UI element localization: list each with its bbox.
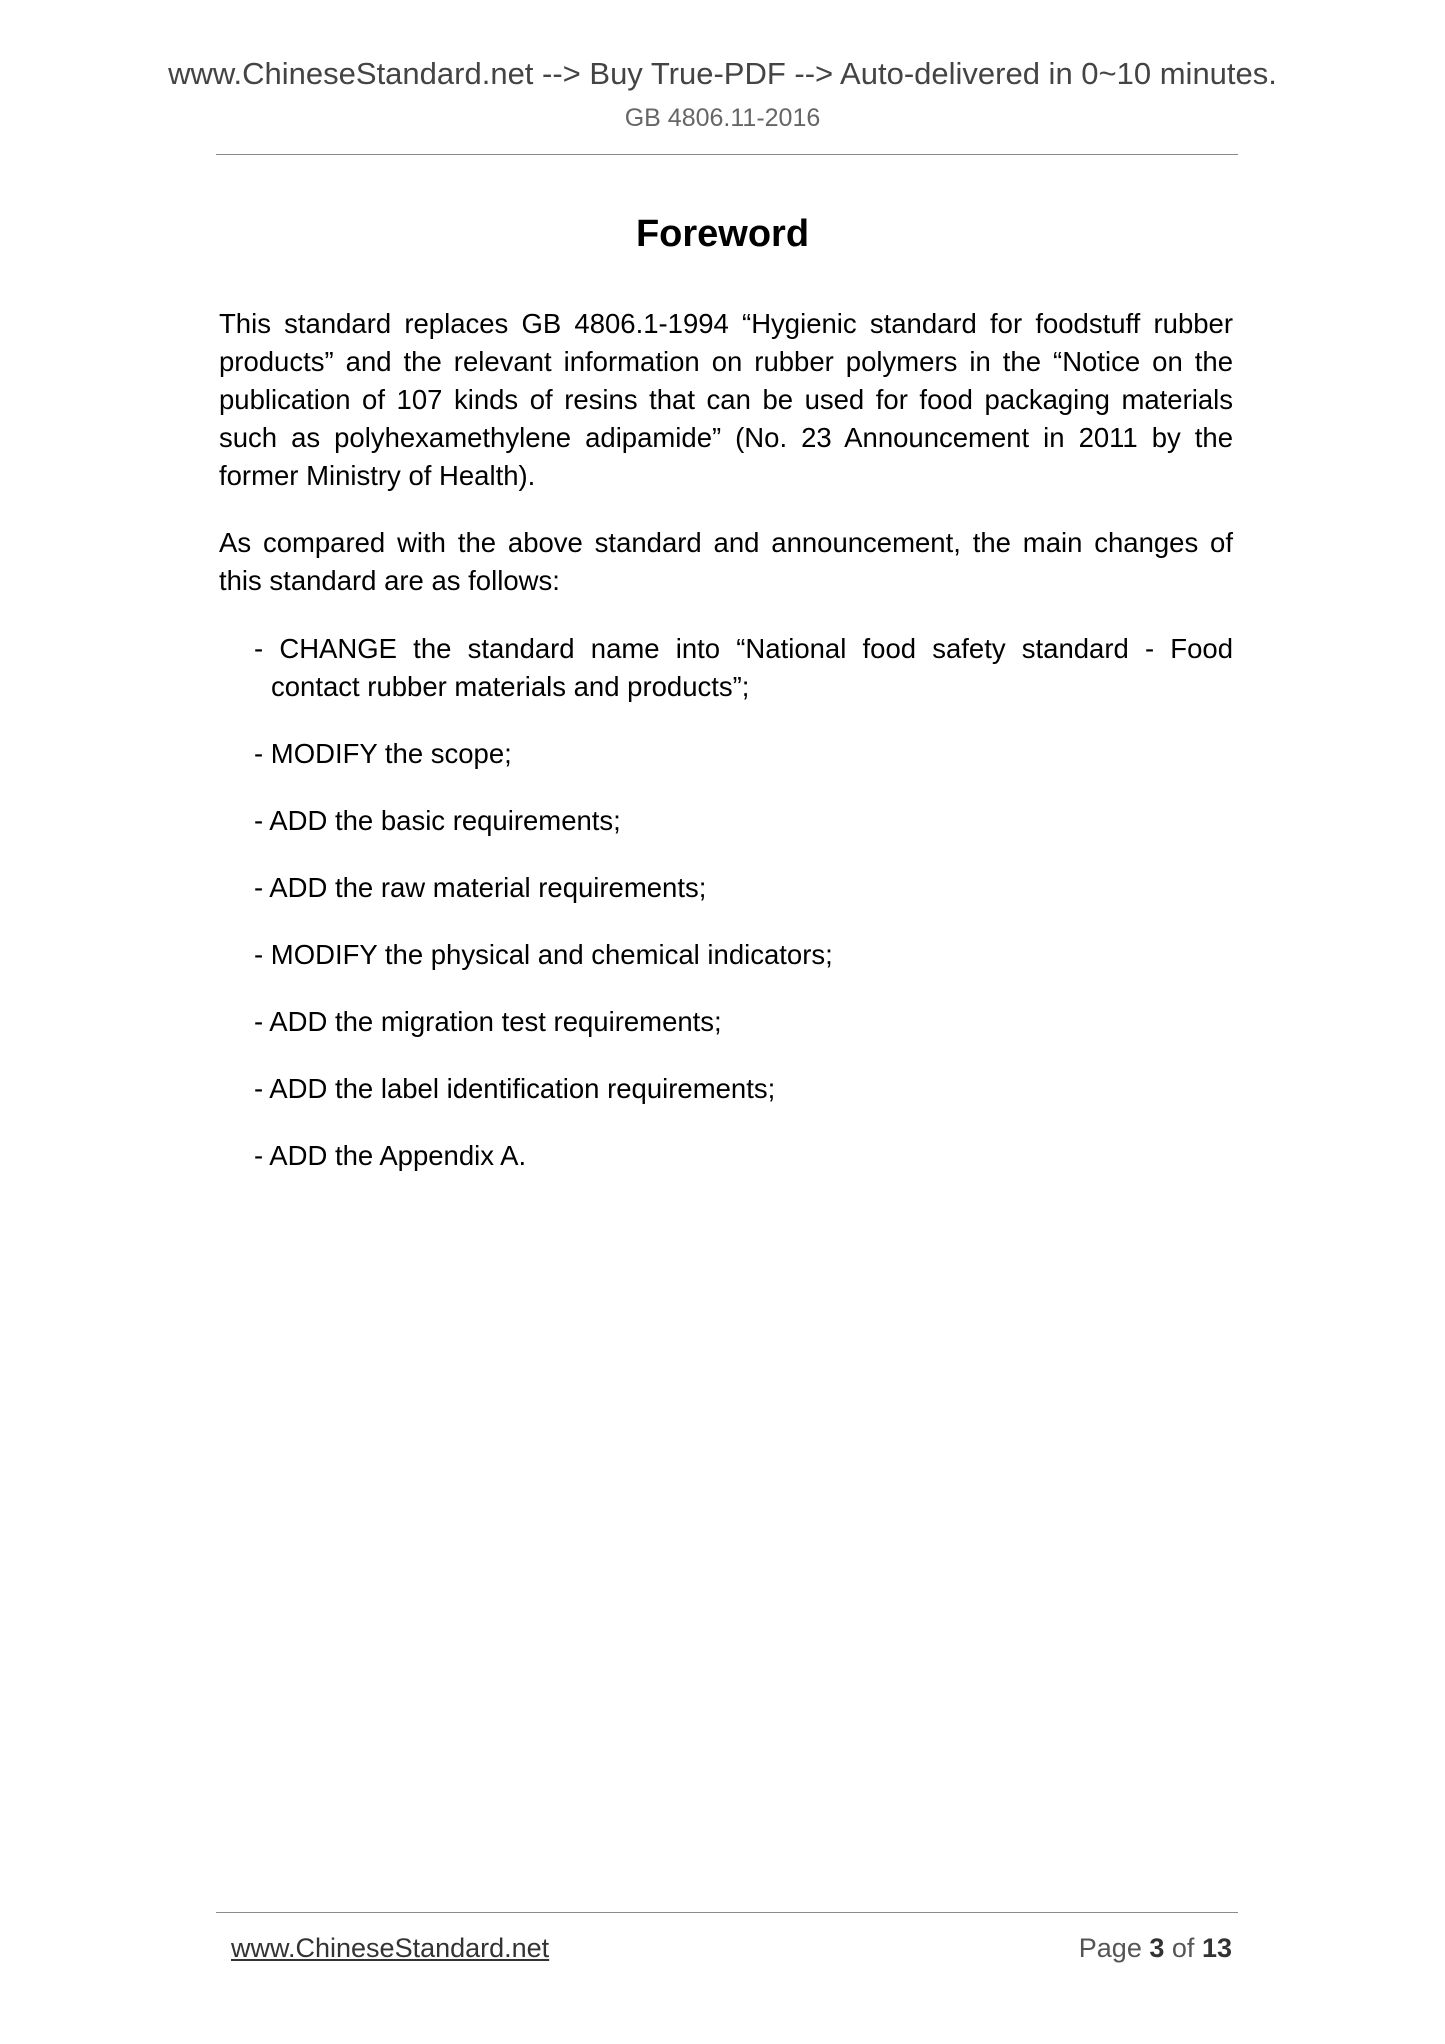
list-item: - MODIFY the scope; — [254, 738, 512, 769]
foreword-paragraph-2: As compared with the above standard and announcement, the main changes of this standard are as follows: — [219, 527, 1233, 596]
list-item: - ADD the basic requirements; — [254, 805, 621, 836]
list-item: - ADD the label identification requirements; — [254, 1073, 776, 1104]
list-item: - MODIFY the physical and chemical indicators; — [254, 939, 833, 970]
changes-list — [254, 630, 1233, 1204]
list-item: - CHANGE the standard name into “National food safety standard - Food contact rubber materials and products”; — [254, 633, 1233, 702]
footer-divider — [216, 1912, 1238, 1913]
page-total: 13 — [1201, 1933, 1232, 1963]
list-item: - ADD the raw material requirements; — [254, 872, 707, 903]
page-number — [1079, 1932, 1232, 1964]
page-title: Foreword — [635, 213, 810, 255]
site-banner: www.ChineseStandard.net --> Buy True-PDF --> Auto-delivered in 0~10 minutes. — [168, 56, 1277, 91]
page-label: Page — [1078, 1933, 1142, 1963]
list-item: - ADD the Appendix A. — [254, 1140, 527, 1171]
page-current: 3 — [1149, 1933, 1165, 1963]
page-of-label: of — [1171, 1933, 1195, 1963]
list-item: - ADD the migration test requirements; — [254, 1006, 722, 1037]
footer-site-link[interactable]: www.ChineseStandard.net — [231, 1933, 550, 1963]
foreword-paragraph-1: This standard replaces GB 4806.1-1994 “Hygienic standard for foodstuff rubber products” and the relevant information on rubber polymers in the “Notice on the publication of 107 kinds of resins that can be used for food packaging materials such as polyhexamethylene adipamide” (No. 23 Announcement in 2011 by the former Ministry of Health). — [219, 308, 1233, 491]
standard-code: GB 4806.11-2016 — [624, 104, 821, 132]
header-divider — [216, 154, 1238, 155]
